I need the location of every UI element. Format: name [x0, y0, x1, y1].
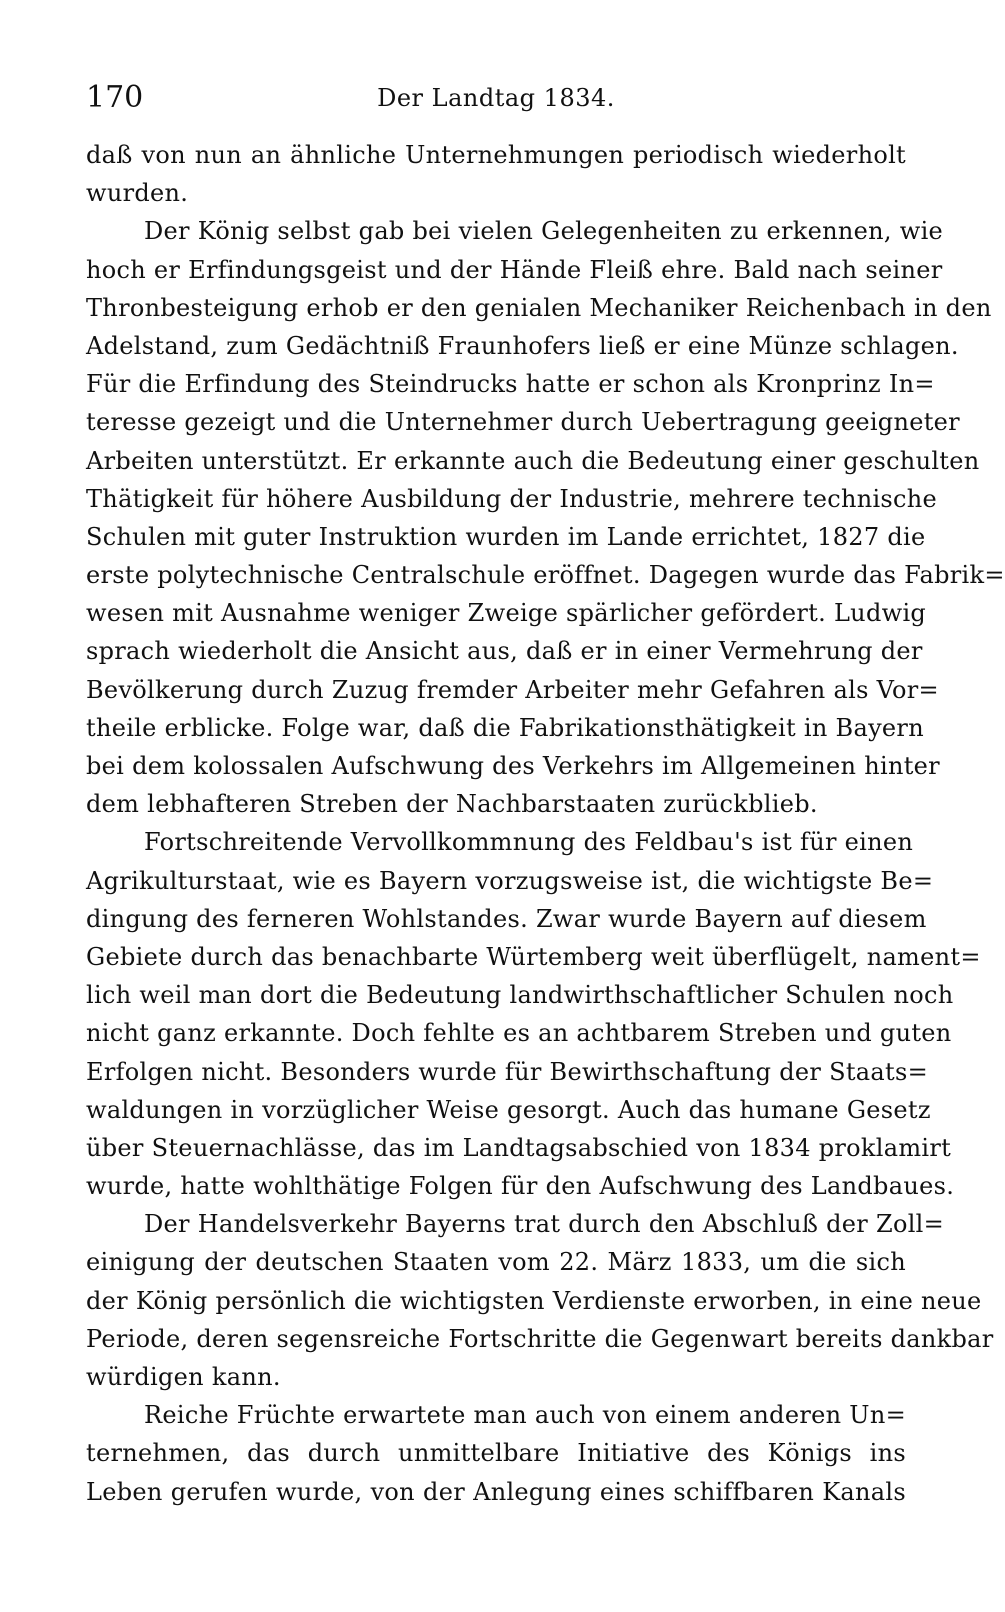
- text-line: Der Handelsverkehr Bayerns trat durch den Abschluß der Zoll=: [144, 1210, 945, 1239]
- text-line: sprach wiederholt die Ansicht aus, daß er in einer Vermehrung der: [86, 637, 923, 666]
- text-line: lich weil man dort die Bedeutung landwirthschaftlicher Schulen noch: [86, 981, 954, 1010]
- body-text: [86, 136, 1005, 1511]
- running-title: Der Landtag 1834.: [377, 84, 615, 112]
- text-line: Thätigkeit für höhere Ausbildung der Industrie, mehrere technische: [86, 484, 938, 513]
- text-line: wurden.: [86, 179, 189, 208]
- text-line: nicht ganz erkannte. Doch fehlte es an achtbarem Streben und guten: [86, 1019, 952, 1048]
- text-line: Thronbesteigung erhob er den genialen Mechaniker Reichenbach in den: [86, 293, 992, 322]
- text-line: hoch er Erfindungsgeist und der Hände Fleiß ehre. Bald nach seiner: [86, 255, 943, 284]
- text-line: wurde, hatte wohlthätige Folgen für den Aufschwung des Landbaues.: [86, 1172, 955, 1201]
- text-line: Erfolgen nicht. Besonders wurde für Bewirthschaftung der Staats=: [86, 1057, 928, 1086]
- text-line: Für die Erfindung des Steindrucks hatte er schon als Kronprinz In=: [86, 370, 935, 399]
- text-line: Reiche Früchte erwartete man auch von einem anderen Un=: [144, 1401, 906, 1430]
- text-line: einigung der deutschen Staaten vom 22. März 1833, um die sich: [86, 1248, 906, 1277]
- text-line: würdigen kann.: [86, 1363, 281, 1391]
- text-line: Bevölkerung durch Zuzug fremder Arbeiter mehr Gefahren als Vor=: [86, 675, 939, 704]
- text-line: ternehmen, das durch unmittelbare Initiative des Königs ins: [86, 1439, 906, 1468]
- text-line: erste polytechnische Centralschule eröffnet. Dagegen wurde das Fabrik=: [86, 561, 1005, 590]
- text-line: über Steuernachlässe, das im Landtagsabschied von 1834 proklamirt: [86, 1133, 952, 1162]
- text-line: Fortschreitende Vervollkommnung des Feldbau's ist für einen: [144, 828, 914, 857]
- text-line: dem lebhafteren Streben der Nachbarstaaten zurückblieb.: [86, 790, 818, 819]
- text-line: wesen mit Ausnahme weniger Zweige spärlicher gefördert. Ludwig: [86, 599, 927, 628]
- page-number: 170: [86, 80, 144, 115]
- text-line: Leben gerufen wurde, von der Anlegung eines schiffbaren Kanals: [86, 1477, 906, 1506]
- text-line: bei dem kolossalen Aufschwung des Verkehrs im Allgemeinen hinter: [86, 752, 940, 780]
- text-line: Schulen mit guter Instruktion wurden im Lande errichtet, 1827 die: [86, 522, 926, 551]
- text-line: Adelstand, zum Gedächtniß Fraunhofers ließ er eine Münze schlagen.: [86, 331, 959, 360]
- text-line: Agrikulturstaat, wie es Bayern vorzugsweise ist, die wichtigste Be=: [86, 866, 934, 895]
- text-line: der König persönlich die wichtigsten Verdienste erworben, in eine neue: [86, 1286, 982, 1315]
- text-line: dingung des ferneren Wohlstandes. Zwar wurde Bayern auf diesem: [86, 904, 927, 933]
- text-line: Arbeiten unterstützt. Er erkannte auch die Bedeutung einer geschulten: [86, 446, 980, 475]
- text-line: Periode, deren segensreiche Fortschritte die Gegenwart bereits dankbar: [86, 1324, 994, 1353]
- text-line: Gebiete durch das benachbarte Würtemberg weit überflügelt, nament=: [86, 942, 981, 971]
- text-line: theile erblicke. Folge war, daß die Fabrikationsthätigkeit in Bayern: [86, 713, 924, 742]
- page-header: [86, 80, 906, 124]
- text-line: daß von nun an ähnliche Unternehmungen periodisch wiederholt: [86, 141, 906, 169]
- text-line: waldungen in vorzüglicher Weise gesorgt. Auch das humane Gesetz: [86, 1095, 931, 1124]
- text-line: teresse gezeigt und die Unternehmer durch Uebertragung geeigneter: [86, 408, 960, 437]
- text-line: Der König selbst gab bei vielen Gelegenheiten zu erkennen, wie: [144, 217, 944, 246]
